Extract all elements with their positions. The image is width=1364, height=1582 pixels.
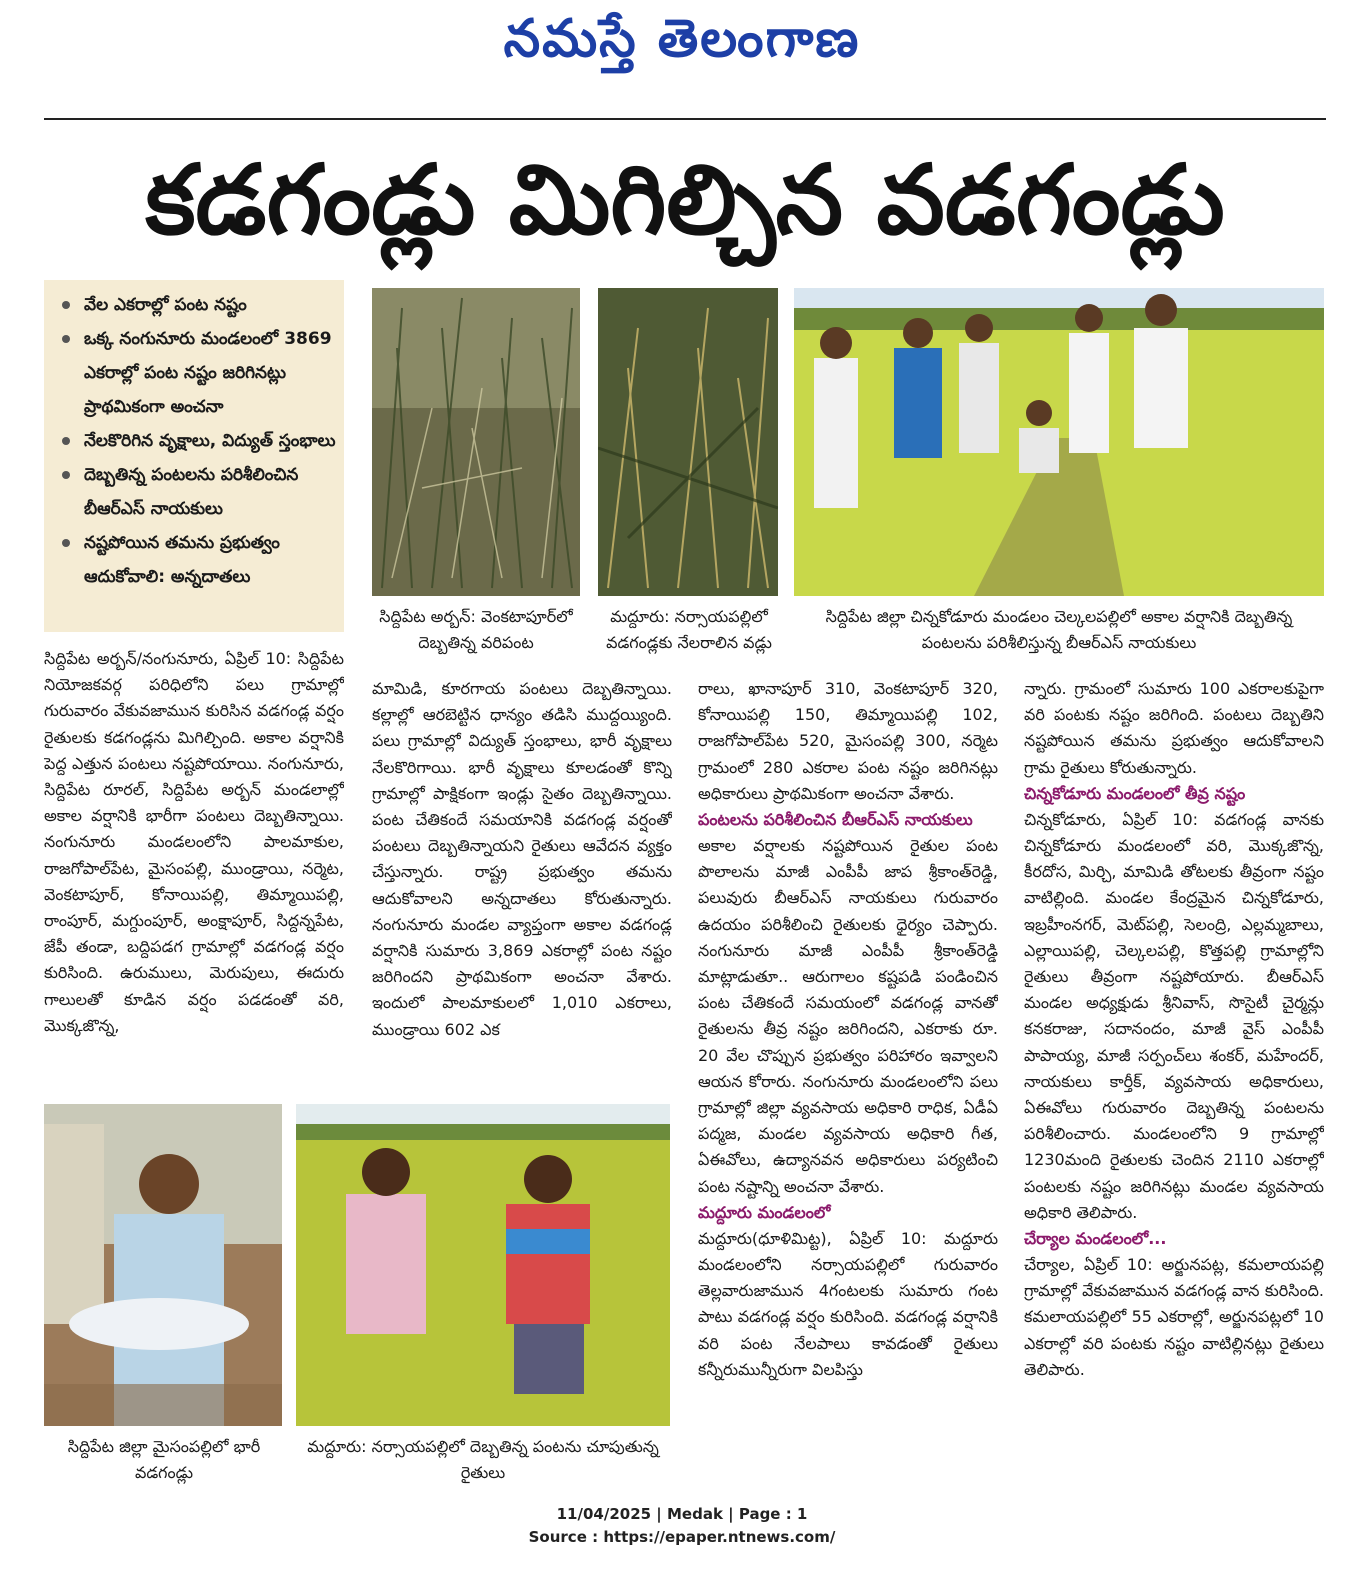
column-4-para-3: చేర్యాల, ఏప్రిల్ 10: అర్జునపట్ల, కమలాయపల్లి గ్రామాల్లో వేకువజామున వడగండ్ల వాన కురిసింది. కమలాయపల్లిలో 55 ఎకరాల్లో, అర్జునపట్లలో 10 ఎకరాల్లో వరి పంటకు నష్టం వాటిల్లినట్లు రైతులు తెలిపారు. [1024, 1255, 1324, 1379]
article-column-2 [372, 676, 672, 1096]
caption-photo-3: సిద్దిపేట జిల్లా చిన్నకోడూరు మండలం చెల్కలపల్లిలో అకాల వర్షానికి దెబ్బతిన్న పంటలను పరిశీలిస్తున్న బీఆర్ఎస్ నాయకులు [825, 607, 1293, 652]
photo-farmers-showing-crop [296, 1104, 670, 1426]
article-column-3 [698, 676, 998, 1472]
subhead-leaders-inspect: పంటలను పరిశీలించిన బీఆర్ఎస్ నాయకులు [698, 810, 973, 830]
header-rule [44, 118, 1326, 120]
photo-fallen-grains [598, 288, 778, 596]
column-1-text: సిద్దిపేట అర్బన్/నంగునూరు, ఏప్రిల్ 10: సిద్దిపేట నియోజకవర్గ పరిధిలోని పలు గ్రామాల్లో గురువారం వేకువజామున కురిసిన వడగండ్ల వర్షం రైతులకు కడగండ్లను మిగిల్చింది. అకాల వర్షానికి పెద్ద ఎత్తున పంటలు నష్టపోయాయి. నంగునూరు, సిద్దిపేట రూరల్, సిద్దిపేట అర్బన్ మండలాల్లో అకాల వర్షానికి భారీగా పంటలు దెబ్బతిన్నాయి. నంగునూరు మండలంలోని పాలమాకుల, రాజగోపాల్‌పేట, మైసంపల్లి, ముండ్రాయి, నర్మెట, వెంకటాపూర్, కోనాయిపల్లి, తిమ్మాయిపల్లి, రాంపూర్, మగ్దుంపూర్, అంక్షాపూర్, సిద్దన్నపేట, జేపీ తండా, బద్దిపడగ గ్రామాల్లో వడగండ్ల వర్షం కురిసింది. ఉరుములు, మెరుపులు, ఈదురు గాలులతో కూడిన వర్షం పడడంతో వరి, మొక్కజొన్న, [44, 649, 344, 1035]
highlight-item: దెబ్బతిన్న పంటలను పరిశీలించిన బీఆర్ఎస్ నాయకులు [56, 458, 336, 526]
highlight-item: నష్టపోయిన తమను ప్రభుత్వం ఆదుకోవాలి: అన్నదాతలు [56, 526, 336, 594]
article-column-1 [44, 646, 344, 1090]
highlight-item: ఒక్క నంగునూరు మండలంలో 3869 ఎకరాల్లో పంట నష్టం జరిగినట్లు ప్రాథమికంగా అంచనా [56, 322, 336, 424]
highlights-box [44, 280, 344, 632]
caption-photo-2: మద్దూరు: నర్సాయపల్లిలో వడగండ్లకు నేలరాలిన వడ్లు [606, 607, 772, 652]
column-3-para-2: అకాల వర్షాలకు నష్టపోయిన రైతుల పంట పొలాలను మాజీ ఎంపీపీ జాప శ్రీకాంత్‌రెడ్డి, పలువురు బీఆర్ఎస్ నాయకులు గురువారం ఉదయం పరిశీలించి రైతులకు ధైర్యం చెప్పారు. నంగునూరు మాజీ ఎంపీపీ శ్రీకాంత్‌రెడ్డి మాట్లాడుతూ.. ఆరుగాలం కష్టపడి పండించిన పంట చేతికందే సమయంలో వడగండ్ల వానతో రైతులను తీవ్ర నష్టం జరిగిందని, ఎకరాకు రూ. 20 వేల చొప్పున ప్రభుత్వం పరిహారం ఇవ్వాలని ఆయన కోరారు. నంగునూరు మండలంలోని పలు గ్రామాల్లో జిల్లా వ్యవసాయ అధికారి రాధిక, ఏడీఏ పద్మజ, మండల వ్యవసాయ అధికారి గీత, ఏఈవోలు, ఉద్యానవన అధికారులు పర్యటించి పంట నష్టాన్ని అంచనా వేశారు. [698, 836, 998, 1196]
highlight-item: వేల ఎకరాల్లో పంట నష్టం [56, 288, 336, 322]
column-3-para-3: మద్దూరు(ధూళిమిట్ట), ఏప్రిల్ 10: మద్దూరు మండలంలోని నర్సాయపల్లిలో గురువారం తెల్లవారుజామున 4గంటలకు సుమారు గంట పాటు వడగండ్ల వర్షం కురిసింది. వడగండ్ల వర్షానికి వరి పంట నేలపాలు కావడంతో రైతులు కన్నీరుమున్నీరుగా విలపిస్తు [698, 1228, 998, 1379]
column-2-text: మామిడి, కూరగాయ పంటలు దెబ్బతిన్నాయి. కల్లాల్లో ఆరబెట్టిన ధాన్యం తడిసి ముద్దయ్యింది. పలు గ్రామాల్లో విద్యుత్ స్తంభాలు, భారీ వృక్షాలు నేలకొరిగాయి. భారీ వృక్షాలు కూలడంతో కొన్ని గ్రామాల్లో పాక్షికంగా ఇండ్లు సైతం దెబ్బతిన్నాయి. పంట చేతికందే సమయానికి వడగండ్ల వర్షంతో పంటలు దెబ్బతిన్నాయని రైతులు ఆవేదన వ్యక్తం చేస్తున్నారు. రాష్ట్ర ప్రభుత్వం తమను ఆదుకోవాలని అన్నదాతలు కోరుతున్నారు. నంగునూరు మండల వ్యాప్తంగా అకాల వడగండ్ల వర్షానికి సుమారు 3,869 ఎకరాల్లో పంట నష్టం జరిగిందని ప్రాథమికంగా అంచనా వేశారు. ఇందులో పాలమాకులలో 1,010 ఎకరాలు, ముండ్రాయి 602 ఎక [372, 679, 672, 1039]
footer-source: Source : https://epaper.ntnews.com/ [528, 1528, 836, 1546]
footer-edition-info: 11/04/2025 | Medak | Page : 1 [556, 1505, 808, 1523]
bullet-icon [62, 471, 70, 479]
column-3-para-1: రాలు, ఖానాపూర్ 310, వెంకటాపూర్ 320, కోనాయిపల్లి 150, తిమ్మాయిపల్లి 102, రాజగోపాల్‌పేట 520, మైసంపల్లి 300, నర్మెట గ్రామంలో 280 ఎకరాల పంట నష్టం జరిగినట్లు అధికారులు ప్రాథమికంగా అంచనా వేశారు. [698, 679, 998, 803]
bullet-icon [62, 301, 70, 309]
bullet-icon [62, 437, 70, 445]
subhead-cheryal: చేర్యాల మండలంలో... [1024, 1229, 1167, 1249]
caption-photo-4: సిద్దిపేట జిల్లా మైసంపల్లిలో భారీ వడగండ్లు [67, 1437, 261, 1482]
headline: కడగండ్లు మిగిల్చిన వడగండ్లు [145, 144, 1225, 256]
photo-leaders-inspecting [794, 288, 1324, 596]
photo-damaged-paddy [372, 288, 580, 596]
masthead-logo: నమస్తే తెలంగాణ [503, 8, 861, 69]
bullet-icon [62, 539, 70, 547]
article-column-4 [1024, 676, 1324, 1472]
caption-photo-5: మద్దూరు: నర్సాయపల్లిలో దెబ్బతిన్న పంటను చూపుతున్న రైతులు [307, 1437, 659, 1482]
subhead-maddur: మద్దూరు మండలంలో [698, 1202, 831, 1222]
column-4-para-2: చిన్నకోడూరు, ఏప్రిల్ 10: వడగండ్ల వానకు చిన్నకోడూరు మండలంలో వరి, మొక్కజొన్న, కీరదోస, మిర్చి, మామిడి తోటలకు తీవ్రంగా నష్టం వాటిల్లింది. మండల కేంద్రమైన చిన్నకోడూరు, ఇబ్రహీంనగర్, మెట్‌పల్లి, సెలంద్రి, ఎల్లమ్మబాలు, ఎల్లాయిపల్లి, చెల్కలపల్లి, కొత్తపల్లి గ్రామాల్లోని రైతులు తీవ్రంగా నష్టపోయారు. బీఆర్ఎస్ మండల అధ్యక్షుడు శ్రీనివాస్, సొసైటీ చైర్మన్లు కనకరాజు, సదానందం, మాజీ వైస్ ఎంపీపీ పాపాయ్య, మాజీ సర్పంచ్‌లు శంకర్, మహేందర్, నాయకులు కార్తీక్, వ్యవసాయ అధికారులు, ఏఈవోలు గురువారం దెబ్బతిన్న పంటలను పరిశీలించారు. మండలంలోని 9 గ్రామాల్లో 1230మంది రైతులకు చెందిన 2110 ఎకరాల్లో పంటలకు నష్టం జరిగినట్లు మండల వ్యవసాయ అధికారి తెలిపారు. [1024, 809, 1324, 1222]
subhead-chinnakodur: చిన్నకోడూరు మండలంలో తీవ్ర నష్టం [1024, 783, 1246, 803]
caption-photo-1: సిద్దిపేట అర్బన్: వెంకటాపూర్‌లో దెబ్బతిన్న వరిపంట [379, 607, 573, 652]
highlight-item: నేలకొరిగిన వృక్షాలు, విద్యుత్ స్తంభాలు [56, 424, 336, 458]
bullet-icon [62, 335, 70, 343]
column-4-para-1: న్నారు. గ్రామంలో సుమారు 100 ఎకరాలకుపైగా వరి పంటకు నష్టం జరిగింది. పంటలు దెబ్బతిని నష్టపోయిన తమను ప్రభుత్వం ఆదుకోవాలని గ్రామ రైతులు కోరుతున్నారు. [1024, 679, 1324, 777]
photo-hailstones [44, 1104, 282, 1426]
